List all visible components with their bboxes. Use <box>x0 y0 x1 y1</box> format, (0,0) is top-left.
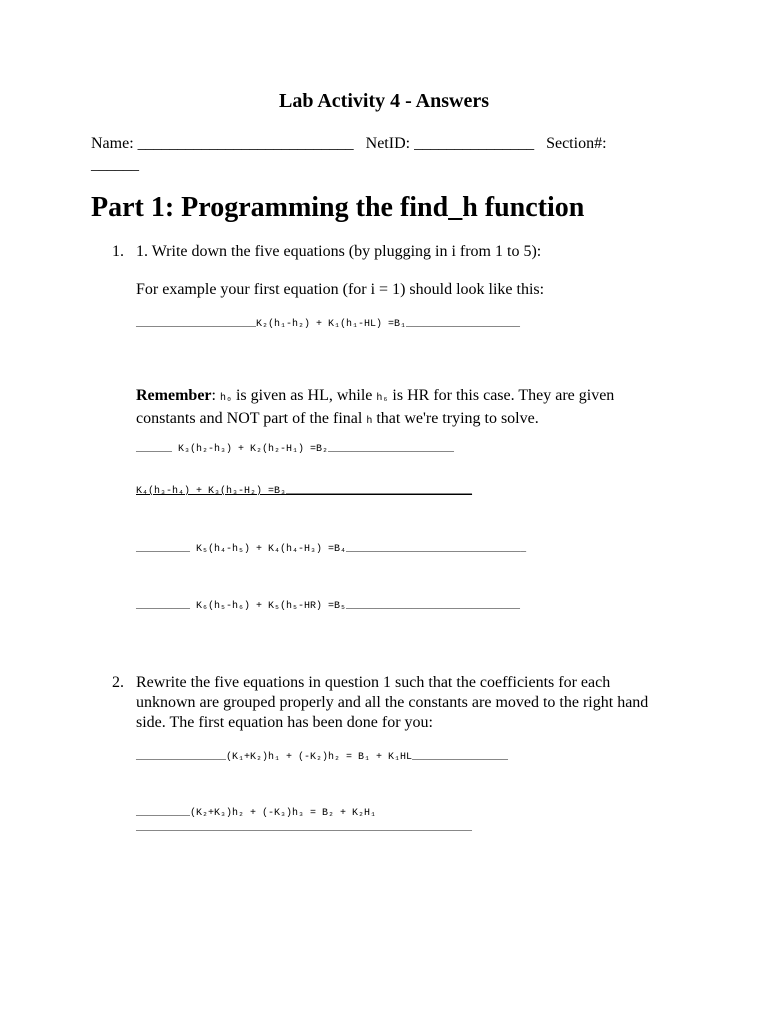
remember-text-2: is given as HL, while <box>231 387 377 404</box>
remember-h6: h₆ <box>376 393 389 404</box>
example-equation: ____________________K₂(h₁-h₂) + K₁(h₁-HL) =B₁___________________ <box>136 319 521 330</box>
question-text: Rewrite the five equations in question 1 such that the coefficients for each unknown are grouped properly and all the constants are moved to the right hand side. The first equation has been done for you: <box>136 674 649 731</box>
remember-note <box>136 386 656 432</box>
answer-blank-line: ________________________________________________________ <box>136 823 473 834</box>
remember-h0: h₀ <box>219 393 232 404</box>
rewritten-equation-2: _________(K₂+K₃)h₂ + (-K₃)h₃ = B₂ + K₂H₁ <box>136 808 377 819</box>
part-heading: Part 1: Programming the find_h function <box>91 192 585 223</box>
question-text: 1. Write down the five equations (by plugging in i from 1 to 5): <box>136 243 542 260</box>
example-text: For example your first equation (for i = 1) should look like this: <box>136 281 545 298</box>
question-number: 2. <box>112 674 124 691</box>
name-line-text: Name: ___________________________ NetID: _______________ Section#: <box>91 135 607 152</box>
equation-3: K₄(h₃-h₄) + K₃(h₃-H₂) =B₃_______________________________ <box>136 486 473 497</box>
equation-5: _________ K₆(h₅-h₆) + K₅(h₅-HR) =B₅_____________________________ <box>136 601 521 612</box>
equation-2: ______ K₃(h₂-h₃) + K₂(h₂-H₁) =B₂_____________________ <box>136 444 455 455</box>
equation-4: _________ K₅(h₄-h₅) + K₄(h₄-H₃) =B₄______________________________ <box>136 544 527 555</box>
remember-text-3: is HR for this case. They are given constants and NOT part of the final <box>136 387 615 427</box>
question-number: 1. <box>112 243 124 260</box>
remember-h: h <box>366 416 373 427</box>
page-title: Lab Activity 4 - Answers <box>279 90 489 112</box>
name-netid-section-line <box>91 133 651 175</box>
remember-label: Remember <box>136 387 212 404</box>
remember-text-1: : <box>211 387 220 404</box>
remember-text-4: that we're trying to solve. <box>372 410 539 427</box>
rewritten-equation-1: _______________(K₁+K₂)h₁ + (-K₂)h₂ = B₁ + K₁HL________________ <box>136 752 509 763</box>
name-line-continuation: ______ <box>91 156 139 173</box>
